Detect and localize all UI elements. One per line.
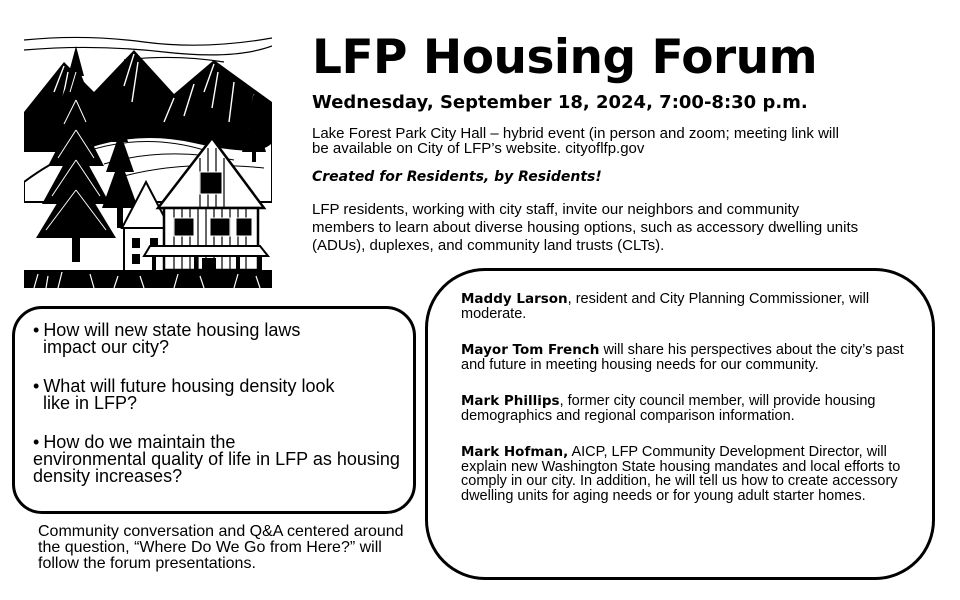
page-title: LFP Housing Forum [312, 30, 818, 85]
forest-house-illustration [24, 32, 272, 288]
speaker-description: will share his perspectives about the city’s past and future in meeting housing needs for our community. [461, 342, 904, 373]
question-line-1: How do we maintain the [43, 432, 236, 452]
speaker-name: Mark Phillips [461, 393, 560, 409]
event-tagline: Created for Residents, by Residents! [312, 169, 602, 185]
question-item [33, 378, 413, 412]
question-line-2: impact our city? [43, 337, 170, 357]
speaker-item [461, 445, 911, 503]
speaker-description: , former city council member, will provide housing demographics and regional comparison information. [461, 393, 876, 424]
question-line-1: What will future housing density look [43, 376, 335, 396]
question-item [33, 322, 413, 356]
speaker-item [461, 394, 911, 423]
speaker-description: AICP, LFP Community Development Director, will explain new Washington State housing mandates and local efforts to comply in our city. In addition, he will tell us how to create accessory dwelling units for aging needs or for young adult starter homes. [461, 444, 901, 504]
question-line-1: How will new state housing laws [43, 320, 301, 340]
event-date: Wednesday, September 18, 2024, 7:00-8:30 p.m. [312, 92, 808, 113]
speaker-name: Maddy Larson [461, 291, 568, 307]
speaker-name: Mayor Tom French [461, 342, 600, 358]
bullet: • [33, 320, 40, 340]
speaker-item [461, 292, 911, 321]
speaker-description: , resident and City Planning Commissioner, will moderate. [461, 291, 870, 322]
question-line-2: environmental quality of life in LFP as housing density increases? [33, 449, 400, 486]
speaker-item [461, 343, 911, 372]
questions-list [33, 322, 413, 507]
speakers-list [461, 292, 911, 503]
event-intro: LFP residents, working with city staff, invite our neighbors and community members to learn about diverse housing options, such as accessory dwelling units (ADUs), duplexes, and community land trusts (CLTs). [312, 201, 859, 254]
event-location: Lake Forest Park City Hall – hybrid event (in person and zoom; meeting link will be available on City of LFP’s website. cityoflfp.gov [312, 125, 839, 157]
bullet: • [33, 432, 40, 452]
question-item [33, 434, 413, 485]
question-line-2: like in LFP? [43, 393, 138, 413]
conversation-note: Community conversation and Q&A centered around the question, “Where Do We Go from Here?” will follow the forum presentations. [38, 523, 404, 572]
speaker-name: Mark Hofman, [461, 444, 569, 460]
bullet: • [33, 376, 40, 396]
